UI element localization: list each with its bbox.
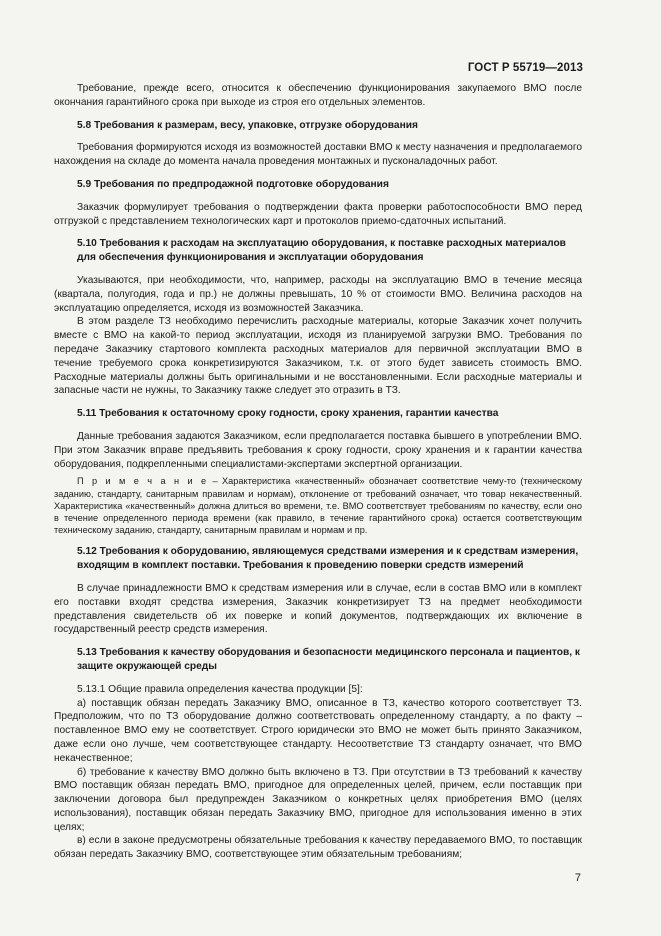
section-heading-5-8: 5.8 Требования к размерам, весу, упаковке, отгрузке оборудования — [77, 119, 418, 131]
paragraph: В случае принадлежности ВМО к средствам измерения или в случае, если в состав ВМО или в комплект его поставки входят средства измерения, Заказчик конкретизирует ТЗ на предмет необходимости представления свидетельств об их поверке и копий документов, подтверждающих их включение в государственный реестр средств измерения. — [54, 582, 582, 636]
paragraph: Требование, прежде всего, относится к обеспечению функционирования закупаемого ВМО после окончания гарантийного срока при выходе из строя его отдельных элементов. — [54, 83, 582, 108]
note-text: – Характеристика «качественный» обозначает соответствие чему-то (техническому заданию, стандарту, санитарным правилам и нормам), отклонение от требований означает, что товар некачественный. Характеристика «качественный» должна длиться во времени, т.е. ВМО соответствует требованиям по качеству, если оно в течение определенного периода времени (как правило, в течение гарантийного срока) остается соответствующим техническому заданию, стандарту, санитарным правилам и нормам и пр. — [54, 476, 582, 536]
paragraph: Указываются, при необходимости, что, например, расходы на эксплуатацию ВМО в течение месяца (квартала, полугодия, года и пр.) не должны превышать, 10 % от стоимости ВМО. Величина расходов на эксплуатацию определяется, исходя из возможностей Заказчика. — [54, 274, 582, 314]
paragraph: 5.13.1 Общие правила определения качества продукции [5]: — [77, 683, 363, 695]
standard-header: ГОСТ Р 55719—2013 — [467, 62, 583, 74]
note-label: П р и м е ч а н и е — [77, 476, 209, 487]
list-item-a: а) поставщик обязан передать Заказчику ВМО, описанное в ТЗ, качество которого соответствует ТЗ. Предположим, что по ТЗ оборудование должно соответствовать определенному стандарту, а по факту – поставленное ВМО ему не соответствует. Строго юридически это ВМО не может быть принято Заказчиком, даже если оно лучше, чем соответствующее стандарту. Несоответствие ТЗ стандарту означает, что ВМО некачественное; — [54, 697, 582, 764]
section-heading-5-10: 5.10 Требования к расходам на эксплуатацию оборудования, к поставке расходных материалов для обеспечения функционирования и эксплуатации оборудования — [77, 238, 566, 264]
paragraph: Данные требования задаются Заказчиком, если предполагается поставка бывшего в употреблении ВМО. При этом Заказчик вправе предъявить требования к сроку годности, сроку хранения и к гарантии качества оборудования, подкрепленными специалистами-экспертами экспертной организации. — [54, 430, 582, 470]
section-heading-5-13: 5.13 Требования к качеству оборудования и безопасности медицинского персонала и пациентов, к защите окружающей среды — [77, 647, 580, 672]
note — [54, 475, 582, 536]
paragraph: В этом разделе ТЗ необходимо перечислить расходные материалы, которые Заказчик хочет получить вместе с ВМО на какой-то период эксплуатации, исходя из планируемой загрузки ВМО. Требования по передаче Заказчику стартового комплекта расходных материалов для первичной эксплуатации ВМО в течение требуемого срока конкретизируются Заказчиком, т.к. от этого будет зависеть стоимость ВМО. Расходные материалы должны быть оригинальными и не восстановленными. Если расходные материалы и запасные части не нужны, то Заказчику также следует это отразить в ТЗ. — [54, 316, 582, 397]
section-heading-5-9: 5.9 Требования по предпродажной подготовке оборудования — [77, 178, 389, 190]
section-heading-5-11: 5.11 Требования к остаточному сроку годности, сроку хранения, гарантии качества — [77, 408, 499, 420]
document-body — [54, 82, 582, 862]
paragraph: Заказчик формулирует требования о подтверждении факта проверки работоспособности ВМО перед отгрузкой с представлением технологических карт и протоколов приемо-сдаточных испытаний. — [54, 201, 582, 227]
list-item-c: в) если в законе предусмотрены обязательные требования к качеству передаваемого ВМО, то поставщик обязан передать Заказчику ВМО, соответствующее этим обязательным требованиям; — [54, 835, 582, 861]
list-item-b: б) требование к качеству ВМО должно быть включено в ТЗ. При отсутствии в ТЗ требований к качеству ВМО поставщик обязан передать ВМО, пригодное для определенных целей, причем, если поставщик при заключении договора был предупрежден Заказчиком о конкретных целях приобретения ВМО (целях использования), поставщик обязан передать Заказчику ВМО, пригодное для использования именно в этих целях; — [54, 766, 582, 833]
paragraph: Требования формируются исходя из возможностей доставки ВМО к месту назначения и предполагаемого нахождения на складе до момента начала проведения монтажных и пусконаладочных работ. — [54, 142, 582, 168]
section-heading-5-12: 5.12 Требования к оборудованию, являющемуся средствами измерения и к средствам измерения, входящим в комплект поставки. Требования к проведению поверки средств измерений — [77, 546, 579, 572]
page-number: 7 — [574, 872, 581, 884]
